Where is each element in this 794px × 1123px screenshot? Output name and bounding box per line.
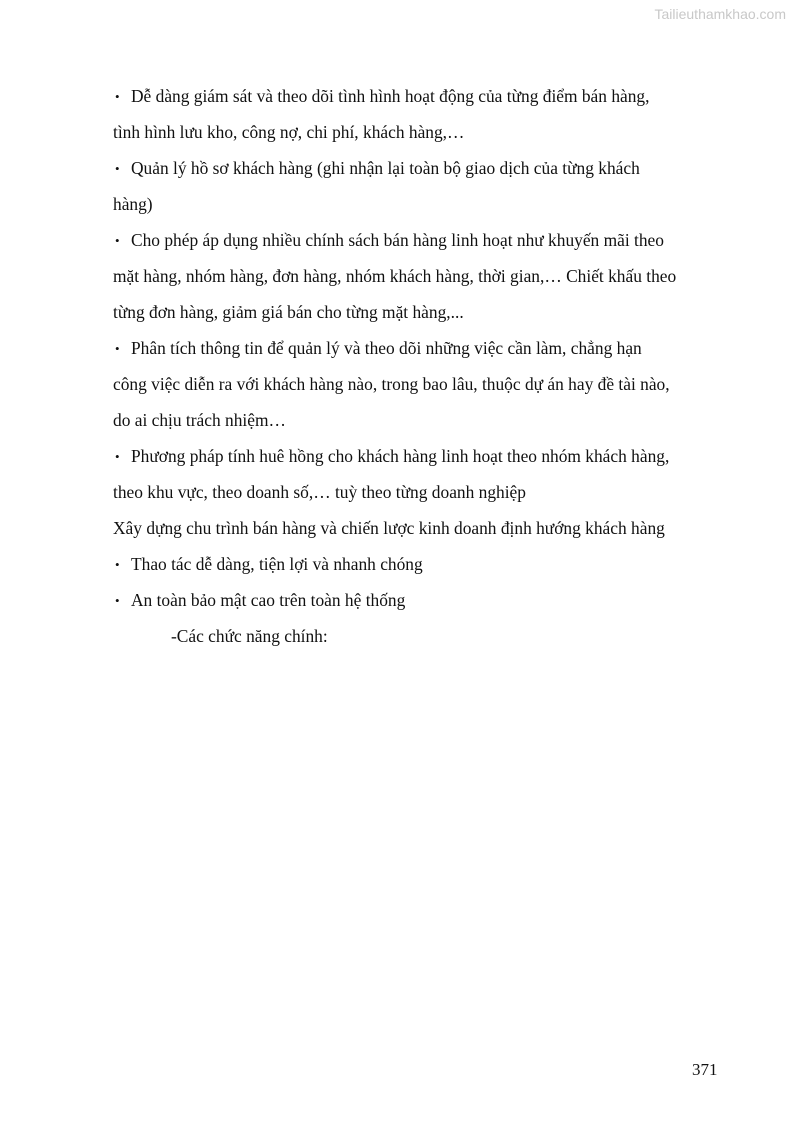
line-text: An toàn bảo mật cao trên toàn hệ thống — [131, 590, 406, 610]
continuation-line: mặt hàng, nhóm hàng, đơn hàng, nhóm khách hàng, thời gian,… Chiết khấu theo — [113, 266, 677, 286]
line-text: Dễ dàng giám sát và theo dõi tình hình hoạt động của từng điểm bán hàng, — [131, 86, 650, 106]
bullet-line — [113, 554, 423, 576]
continuation-line: công việc diễn ra với khách hàng nào, trong bao lâu, thuộc dự án hay đề tài nào, — [113, 374, 670, 394]
paragraph-line: Xây dựng chu trình bán hàng và chiến lược kinh doanh định hướng khách hàng — [113, 518, 665, 538]
line-text: Cho phép áp dụng nhiều chính sách bán hàng linh hoạt như khuyến mãi theo — [131, 230, 664, 250]
bullet-line — [113, 446, 669, 468]
line-text: Thao tác dễ dàng, tiện lợi và nhanh chóng — [131, 554, 423, 574]
bullet-icon: • — [115, 449, 120, 464]
line-text: Quản lý hồ sơ khách hàng (ghi nhận lại toàn bộ giao dịch của từng khách — [131, 158, 640, 178]
bullet-icon: • — [115, 233, 120, 248]
page-number: 371 — [692, 1060, 718, 1079]
bullet-icon: • — [115, 557, 120, 572]
continuation-line: từng đơn hàng, giảm giá bán cho từng mặt hàng,... — [113, 302, 464, 322]
bullet-icon: • — [115, 593, 120, 608]
bullet-icon: • — [115, 89, 120, 104]
section-heading: -Các chức năng chính: — [171, 626, 328, 646]
bullet-line — [113, 158, 640, 180]
continuation-line: hàng) — [113, 194, 153, 214]
watermark: Tailieuthamkhao.com — [654, 6, 786, 22]
continuation-line: theo khu vực, theo doanh số,… tuỳ theo từng doanh nghiệp — [113, 482, 526, 502]
bullet-line — [113, 590, 405, 612]
bullet-icon: • — [115, 161, 120, 176]
bullet-line — [113, 86, 649, 108]
continuation-line: tình hình lưu kho, công nợ, chi phí, khách hàng,… — [113, 122, 465, 142]
line-text: Phương pháp tính huê hồng cho khách hàng linh hoạt theo nhóm khách hàng, — [131, 446, 670, 466]
bullet-icon: • — [115, 341, 120, 356]
continuation-line: do ai chịu trách nhiệm… — [113, 410, 286, 430]
bullet-line — [113, 338, 642, 360]
line-text: Phân tích thông tin để quản lý và theo dõi những việc cần làm, chẳng hạn — [131, 338, 642, 358]
bullet-line — [113, 230, 664, 252]
